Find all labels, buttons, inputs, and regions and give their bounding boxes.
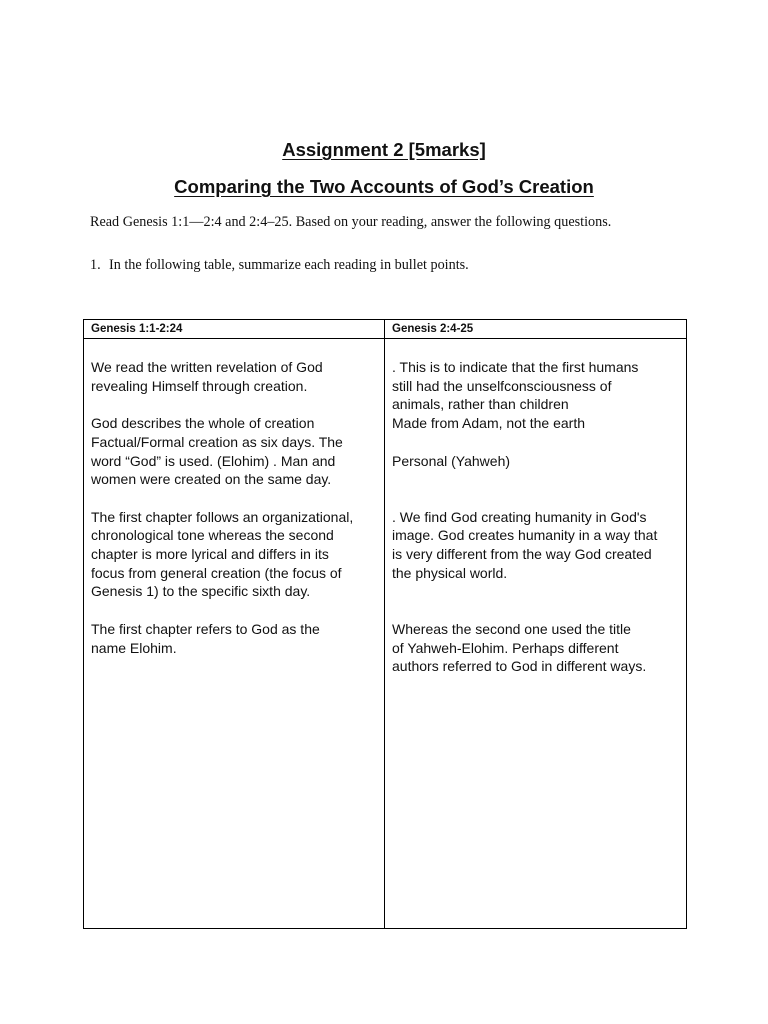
summary-line: We read the written revelation of God xyxy=(91,359,323,375)
summary-line xyxy=(392,601,686,620)
summary-line: still had the unselfconsciousness of xyxy=(392,377,612,394)
summary-line: The first chapter refers to God as the xyxy=(91,620,320,637)
summary-line: God describes the whole of creation xyxy=(91,415,315,432)
genesis-1-summary-cell[interactable] xyxy=(84,339,385,929)
question-text: In the following table, summarize each reading in bullet points. xyxy=(109,257,469,273)
summary-line: Factual/Formal creation as six days. The xyxy=(91,433,343,450)
table-header-row xyxy=(84,320,687,339)
summary-line xyxy=(91,395,384,414)
question-1 xyxy=(90,257,469,274)
summary-line: word “God” is used. (Elohim) . Man and xyxy=(91,452,336,469)
summary-line: chronological tone whereas the second xyxy=(91,527,334,544)
page-title: Assignment 2 [5marks] xyxy=(282,139,486,160)
summary-line xyxy=(91,489,384,508)
summary-line: Whereas the second one used the title xyxy=(392,620,631,637)
summary-line: Genesis 1) to the specific sixth day. xyxy=(91,583,311,600)
summary-line: focus from general creation (the focus of xyxy=(91,564,342,581)
summary-line: The first chapter follows an organizational, xyxy=(91,508,354,525)
summary-line: animals, rather than children xyxy=(392,396,569,413)
summary-line: revealing Himself through creation. xyxy=(91,377,308,394)
summary-line: women were created on the same day. xyxy=(91,471,332,488)
summary-line xyxy=(91,601,384,620)
summary-line: . We find God creating humanity in God's xyxy=(392,508,647,525)
summary-line: Made from Adam, not the earth xyxy=(392,415,585,432)
page-subtitle: Comparing the Two Accounts of God’s Creation xyxy=(174,176,594,197)
summary-line: the physical world. xyxy=(392,564,508,581)
summary-line xyxy=(392,582,686,601)
genesis-2-summary-cell[interactable] xyxy=(385,339,687,929)
summary-line: authors referred to God in different ways. xyxy=(392,658,647,675)
summary-line: name Elohim. xyxy=(91,639,177,656)
question-number: 1. xyxy=(90,257,101,273)
table-body-row xyxy=(84,339,687,929)
summary-table xyxy=(83,319,687,929)
summary-line: Personal (Yahweh) xyxy=(392,452,511,469)
instructions-text: Read Genesis 1:1—2:4 and 2:4–25. Based on your reading, answer the following questions. xyxy=(90,214,612,230)
summary-line: chapter is more lyrical and differs in its xyxy=(91,546,329,563)
header-genesis-2: Genesis 2:4-25 xyxy=(385,320,687,339)
summary-line xyxy=(392,433,686,452)
summary-line xyxy=(392,489,686,508)
summary-line: is very different from the way God created xyxy=(392,546,652,563)
summary-line xyxy=(392,470,686,489)
summary-line: image. God creates humanity in a way that xyxy=(392,527,658,544)
header-genesis-1: Genesis 1:1-2:24 xyxy=(84,320,385,339)
summary-line: of Yahweh-Elohim. Perhaps different xyxy=(392,639,619,656)
summary-line: . This is to indicate that the first humans xyxy=(392,359,639,375)
